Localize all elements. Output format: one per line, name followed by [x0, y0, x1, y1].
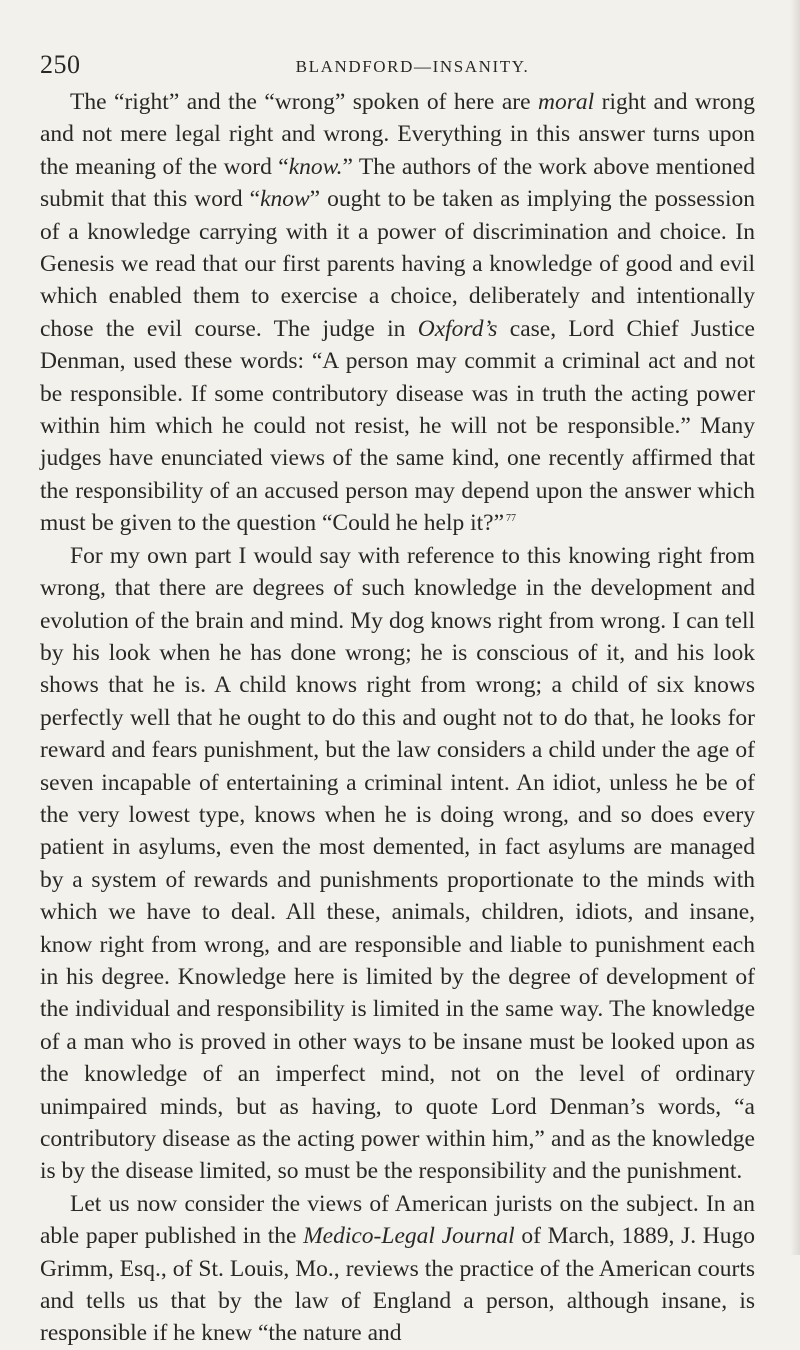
text-run: ” The authors of the work above mentioned submit that this word “ — [40, 153, 755, 213]
italic-text: moral — [538, 89, 595, 115]
text-run: of March, 1889, J. Hugo Grimm, Esq., of St. Louis, Mo., reviews the practice of the American courts and tells us that by the law of England a person, although insane, is responsible if he knew “the nature and — [40, 1223, 755, 1347]
text-run: The “right” and the “wrong” spoken of here are — [70, 89, 538, 115]
italic-text: Medico-Legal Journal — [303, 1223, 515, 1250]
text-run: Let us now consider the views of American jurists on the subject. In an able paper published in the — [40, 1190, 755, 1250]
text-run: right and wrong and not mere legal right and wrong. Everything in this answer turns upon the meaning of the word “ — [40, 89, 755, 180]
body-text — [40, 86, 755, 1350]
text-run: case, Lord Chief Justice Denman, used these words: “A person may commit a criminal act and not be responsible. If some contributory disease was in truth the acting power within him which he could not resist, he will not be responsible.” Many judges have enunciated views of the same kind, one recently affirmed that the responsibility of an accused person may depend upon the answer which must be given to the question “Could he help it?” — [40, 315, 755, 537]
page-edge-shadow — [790, 0, 800, 1255]
italic-text: know. — [288, 153, 343, 180]
page-header — [40, 50, 755, 84]
text-run: For my own part I would say with reference to this knowing right from wrong, that there are degrees of such knowledge in the development and evolution of the brain and mind. My dog knows right from wrong. I can tell by his look when he has done wrong; he is conscious of it, and his look shows that he is. A child knows right from wrong; a child of six knows perfectly well that he ought to do this and ought not to do that, he looks for reward and fears punishment, but the law considers a child under the age of seven incapable of entertaining a criminal intent. An idiot, unless he be of the very lowest type, knows when he is doing wrong, and so does every patient in asylums, even the most demented, in fact asylums are managed by a system of rewards and punishments proportionate to the minds with which we have to deal. All these, animals, children, idiots, and insane, know right from wrong, and are responsible and liable to punishment each in his degree. Knowledge here is limited by the degree of development of the individual and responsibility is limited in the same way. The knowledge of a man who is proved in other ways to be insane must be looked upon as the knowledge of an imperfect mind, not on the level of ordinary unimpaired minds, but as having, to quote Lord Denman’s words, “a contributory disease as the acting power within him,” and as the knowledge is by the disease limited, so must be the responsibility and the punishment. — [40, 542, 755, 1185]
footnote-marker: 77 — [506, 513, 517, 525]
paragraph-2 — [40, 540, 755, 1188]
running-head: BLANDFORD—INSANITY. — [295, 57, 530, 76]
text-run: ” ought to be taken as implying the possession of a knowledge carrying with it a power of discrimination and choice. In Genesis we read that our first parents having a knowledge of good and evil which enabled them to exercise a choice, deliberately and intentionally chose the evil course. The judge in — [40, 186, 755, 342]
paragraph-1 — [40, 86, 755, 540]
italic-text: know — [260, 186, 310, 213]
paragraph-3 — [40, 1188, 755, 1350]
page-number: 250 — [40, 50, 81, 79]
italic-text: Oxford’s — [417, 315, 498, 342]
